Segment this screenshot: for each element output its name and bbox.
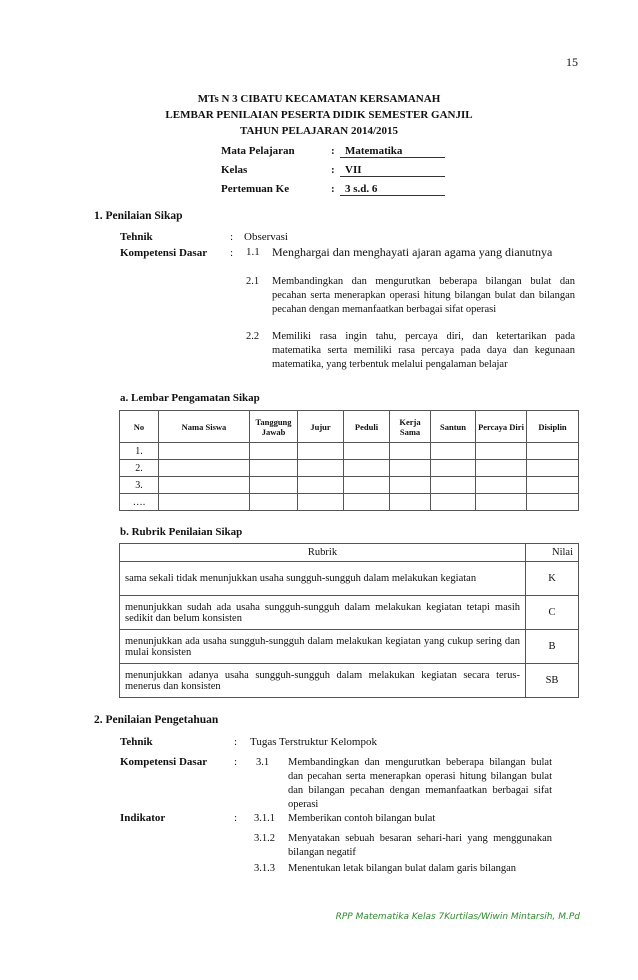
s1-colon: : xyxy=(230,231,234,243)
kd-text: Membandingkan dan mengurutkan beberapa bilangan bulat dan pecahan serta menerapkan operasi hitung bilangan bulat dan bilangan pecahan dengan memanfaatkan berbagai sifat operasi xyxy=(272,276,575,315)
table-row xyxy=(120,562,579,596)
attitude-rubric-table xyxy=(119,543,579,698)
page-number: 15 xyxy=(566,55,578,69)
s2-kd-label: Kompetensi Dasar xyxy=(120,756,208,768)
s1-teknik-label: Tehnik xyxy=(120,231,153,243)
column-header: No xyxy=(120,411,159,443)
subsection-b-title: b. Rubrik Penilaian Sikap xyxy=(120,526,243,538)
table-row xyxy=(120,477,579,494)
row-number: …. xyxy=(120,494,159,511)
s2-kd-num: 3.1 xyxy=(256,757,270,768)
school-name: MTs N 3 CIBATU KECAMATAN KERSAMANAH xyxy=(197,93,441,105)
meta-value-subject: Matematika xyxy=(340,145,445,158)
rubric-text: menunjukkan adanya usaha sungguh-sungguh dalam melakukan kegiatan secara terus-menerus dan konsisten xyxy=(120,664,526,698)
rubric-value: K xyxy=(526,562,579,596)
subsection-a-title: a. Lembar Pengamatan Sikap xyxy=(120,392,260,404)
document-title: LEMBAR PENILAIAN PESERTA DIDIK SEMESTER GANJIL xyxy=(165,109,473,121)
s2-teknik-label: Tehnik xyxy=(120,736,153,748)
rubric-value: SB xyxy=(526,664,579,698)
s1-kd-label: Kompetensi Dasar xyxy=(120,247,208,259)
section-2-title: 2. Penilaian Pengetahuan xyxy=(94,714,219,726)
s2-colon: : xyxy=(234,736,238,748)
table-row xyxy=(120,443,579,460)
meta-value-meeting: 3 s.d. 6 xyxy=(340,183,445,196)
kd-text: Menghargai dan menghayati ajaran agama yang dianutnya xyxy=(272,245,553,259)
meta-colon: : xyxy=(331,183,335,195)
s2-kd-text: Membandingkan dan mengurutkan beberapa bilangan bulat dan pecahan serta menerapkan operasi hitung bilangan bulat dan bilangan pecahan dengan memanfaatkan berbagai sifat operasi xyxy=(288,757,552,810)
row-number: 3. xyxy=(120,477,159,494)
kd-num: 2.2 xyxy=(246,331,260,342)
s2-indikator-label: Indikator xyxy=(120,812,166,824)
rubric-value: B xyxy=(526,630,579,664)
meta-value-class: VII xyxy=(340,164,445,177)
table-row xyxy=(120,630,579,664)
kd-text: Memiliki rasa ingin tahu, percaya diri, dan ketertarikan pada matematika serta memiliki rasa percaya pada daya dan kegunaan matematika, yang terbentuk melalui pengalaman belajar xyxy=(272,331,575,370)
column-header: Nama Siswa xyxy=(159,411,250,443)
table-header-row xyxy=(120,544,579,562)
meta-colon: : xyxy=(331,145,335,157)
page-footer: RPP Matematika Kelas 7Kurtilas/Wiwin Mintarsih, M.Pd xyxy=(335,912,580,922)
s1-teknik-value: Observasi xyxy=(244,231,288,243)
table-row xyxy=(120,494,579,511)
meta-colon: : xyxy=(331,164,335,176)
meta-label-class: Kelas xyxy=(221,164,248,176)
column-header: Kerja Sama xyxy=(390,411,431,443)
meta-label-subject: Mata Pelajaran xyxy=(221,145,295,157)
rubric-text: sama sekali tidak menunjukkan usaha sungguh-sungguh dalam melakukan kegiatan xyxy=(120,562,526,596)
indikator-text: Menentukan letak bilangan bulat dalam garis bilangan xyxy=(288,863,517,874)
s2-colon: : xyxy=(234,812,238,824)
kd-num: 1.1 xyxy=(246,246,260,258)
rubric-value: C xyxy=(526,596,579,630)
indikator-num: 3.1.1 xyxy=(254,813,275,824)
column-header: Peduli xyxy=(344,411,390,443)
section-1-title: 1. Penilaian Sikap xyxy=(94,210,183,222)
row-number: 1. xyxy=(120,443,159,460)
table-row xyxy=(120,596,579,630)
school-year: TAHUN PELAJARAN 2014/2015 xyxy=(239,125,399,137)
meta-label-meeting: Pertemuan Ke xyxy=(221,183,290,195)
indikator-text: Menyatakan sebuah besaran sehari-hari yang menggunakan bilangan negatif xyxy=(288,833,552,858)
column-header: Tanggung Jawab xyxy=(250,411,298,443)
rubric-text: menunjukkan ada usaha sungguh-sungguh dalam melakukan kegiatan yang cukup sering dan mulai konsisten xyxy=(120,630,526,664)
column-header-nilai: Nilai xyxy=(526,544,579,562)
table-header-row xyxy=(120,411,579,443)
indikator-text: Memberikan contoh bilangan bulat xyxy=(288,813,436,824)
table-row xyxy=(120,664,579,698)
column-header-rubric: Rubrik xyxy=(120,544,526,562)
column-header: Percaya Diri xyxy=(476,411,527,443)
kd-num: 2.1 xyxy=(246,276,260,287)
s1-colon: : xyxy=(230,247,234,259)
row-number: 2. xyxy=(120,460,159,477)
column-header: Santun xyxy=(431,411,476,443)
indikator-num: 3.1.3 xyxy=(254,863,275,874)
attitude-observation-table xyxy=(119,410,579,511)
column-header: Jujur xyxy=(298,411,344,443)
rubric-text: menunjukkan sudah ada usaha sungguh-sungguh dalam melakukan kegiatan tetapi masih sedikit dan belum konsisten xyxy=(120,596,526,630)
table-row xyxy=(120,460,579,477)
column-header: Disiplin xyxy=(527,411,579,443)
s2-colon: : xyxy=(234,756,238,768)
indikator-num: 3.1.2 xyxy=(254,833,275,844)
s2-teknik-value: Tugas Terstruktur Kelompok xyxy=(250,736,377,748)
